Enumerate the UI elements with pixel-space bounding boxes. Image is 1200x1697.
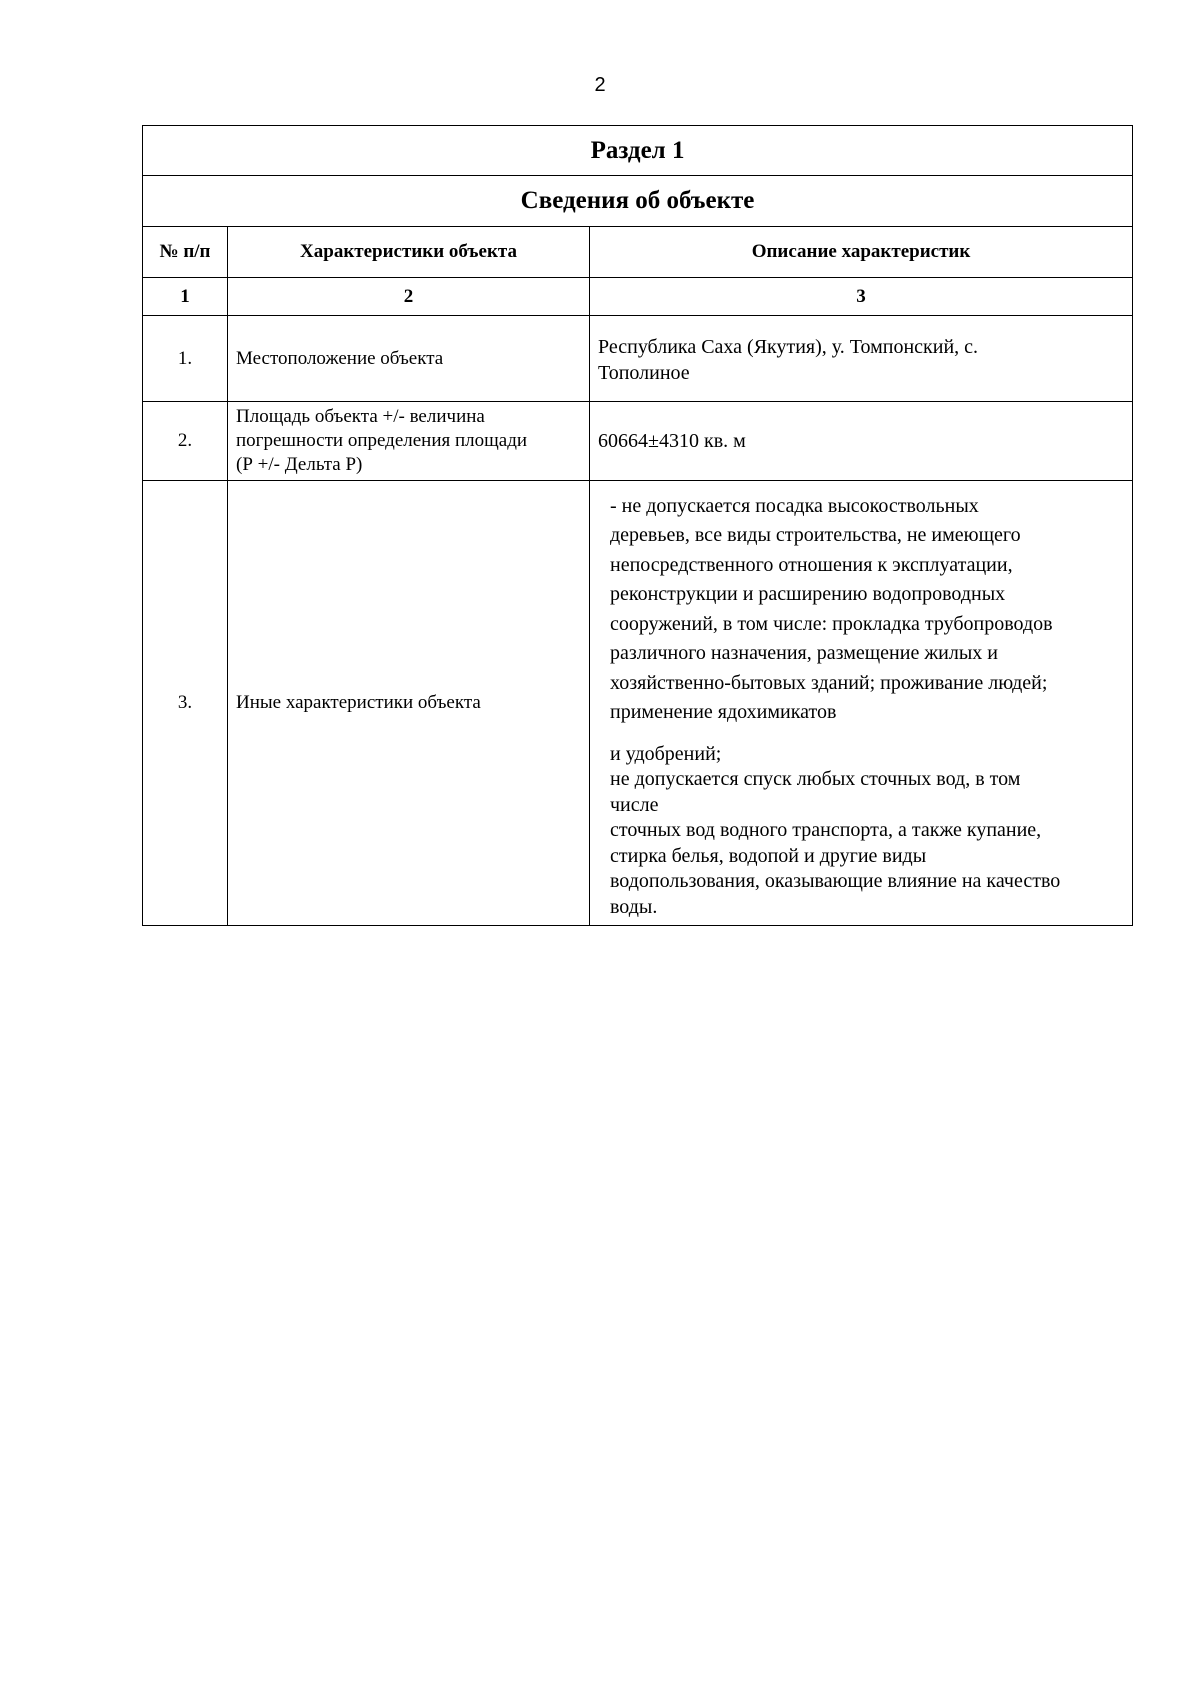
row-characteristic: Местоположение объекта bbox=[228, 316, 590, 402]
page-number: 2 bbox=[594, 74, 606, 96]
table-row-area bbox=[143, 402, 1133, 481]
column-number-3: 3 bbox=[590, 278, 1133, 316]
characteristic-line: Площадь объекта +/- величина bbox=[236, 406, 485, 427]
row-number: 1. bbox=[143, 316, 228, 402]
row-description bbox=[590, 316, 1133, 402]
object-info-table bbox=[142, 125, 1133, 926]
description-line: Тополиное bbox=[598, 361, 690, 384]
section-title: Раздел 1 bbox=[143, 126, 1133, 176]
description-paragraph bbox=[610, 742, 1124, 921]
description-line: 60664±4310 кв. м bbox=[598, 430, 746, 452]
description-line: воды. bbox=[610, 895, 658, 918]
column-header-description: Описание характеристик bbox=[590, 227, 1133, 278]
description-line: водопользования, оказывающие влияние на качество bbox=[610, 870, 1061, 893]
description-line: сооружений, в том числе: прокладка трубопроводов bbox=[610, 612, 1053, 635]
row-number: 2. bbox=[143, 402, 228, 481]
description-line: не допускается спуск любых сточных вод, в том bbox=[610, 768, 1021, 791]
section-title-row bbox=[143, 126, 1133, 176]
description-line: непосредственного отношения к эксплуатации, bbox=[610, 553, 1013, 576]
characteristic-line: погрешности определения площади bbox=[236, 430, 528, 451]
table-row-location bbox=[143, 316, 1133, 402]
description-line: реконструкции и расширению водопроводных bbox=[610, 583, 1006, 606]
table-row-other bbox=[143, 481, 1133, 926]
description-line: - не допускается посадка высокоствольных bbox=[610, 494, 979, 517]
description-line: различного назначения, размещение жилых и bbox=[610, 642, 998, 665]
description-line: сточных вод водного транспорта, а также купание, bbox=[610, 819, 1042, 842]
row-characteristic bbox=[228, 402, 590, 481]
column-number-2: 2 bbox=[228, 278, 590, 316]
column-header-row bbox=[143, 227, 1133, 278]
description-line: хозяйственно-бытовых зданий; проживание людей; bbox=[610, 671, 1048, 694]
description-paragraph bbox=[610, 492, 1124, 728]
section-subtitle: Сведения об объекте bbox=[143, 176, 1133, 227]
column-number-1: 1 bbox=[143, 278, 228, 316]
column-number-row bbox=[143, 278, 1133, 316]
section-subtitle-row bbox=[143, 176, 1133, 227]
column-header-characteristics: Характеристики объекта bbox=[228, 227, 590, 278]
description-line: и удобрений; bbox=[610, 742, 722, 765]
row-number: 3. bbox=[143, 481, 228, 926]
description-line: числе bbox=[610, 793, 659, 816]
description-line: применение ядохимикатов bbox=[610, 701, 837, 724]
description-line: Республика Саха (Якутия), у. Томпонский, с. bbox=[598, 335, 979, 358]
column-header-number: № п/п bbox=[143, 227, 228, 278]
characteristic-line: (Р +/- Дельта Р) bbox=[236, 454, 363, 475]
row-description bbox=[590, 402, 1133, 481]
description-line: стирка белья, водопой и другие виды bbox=[610, 844, 927, 867]
row-description bbox=[590, 481, 1133, 926]
row-characteristic: Иные характеристики объекта bbox=[228, 481, 590, 926]
description-line: деревьев, все виды строительства, не имеющего bbox=[610, 524, 1021, 547]
